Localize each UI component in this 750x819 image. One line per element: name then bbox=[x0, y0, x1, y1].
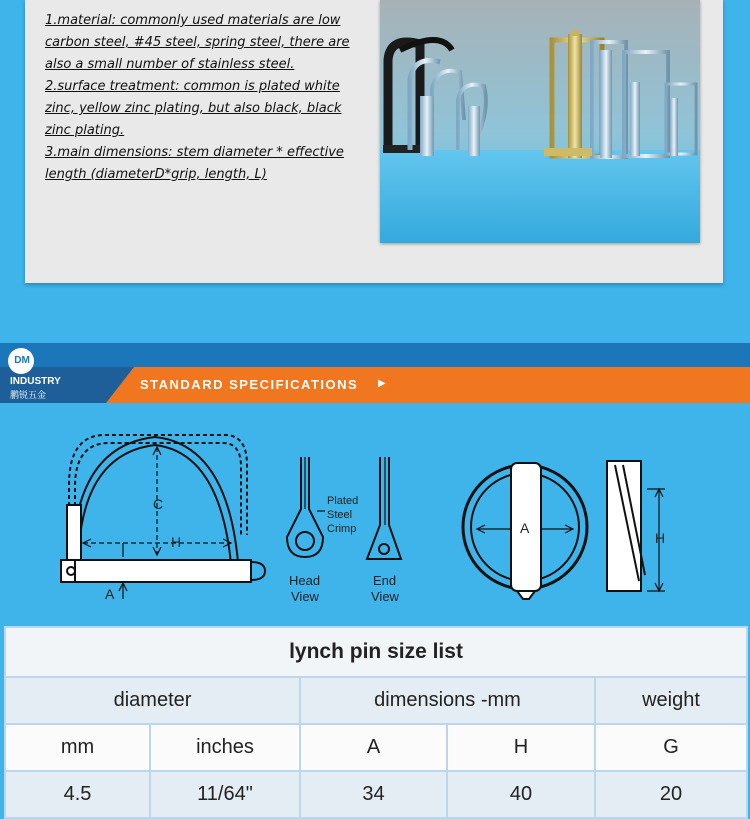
head-view-label-2: View bbox=[291, 589, 319, 604]
surface-treatment-paragraph: 2.surface treatment: common is plated white zinc, yellow zinc plating, but also black, black zinc plating. bbox=[45, 79, 342, 138]
header-dimensions: dimensions -mm bbox=[300, 677, 595, 724]
open-bow-outline bbox=[69, 435, 247, 555]
cell-g: 20 bbox=[595, 771, 747, 818]
head-view-label-1: Head bbox=[289, 573, 321, 588]
header-mm: mm bbox=[5, 724, 150, 771]
header-a: A bbox=[300, 724, 447, 771]
description-card bbox=[25, 0, 723, 283]
header-diameter: diameter bbox=[5, 677, 300, 724]
header-g: G bbox=[595, 724, 747, 771]
cell-diameter-mm: 4.5 bbox=[5, 771, 150, 818]
plated-steel-crimp-line-2: Steel bbox=[327, 509, 353, 521]
label-h: H bbox=[171, 534, 182, 550]
table-group-header-row bbox=[5, 677, 747, 724]
company-logo-mark: DM bbox=[14, 355, 30, 366]
plated-steel-crimp-line-3: Crimp bbox=[327, 523, 357, 535]
label-a: A bbox=[105, 586, 115, 602]
end-view-label-1: End bbox=[373, 573, 397, 588]
table-title-row bbox=[5, 627, 747, 677]
header-weight: weight bbox=[595, 677, 747, 724]
product-photo bbox=[380, 0, 700, 243]
label-c: C bbox=[153, 496, 164, 512]
table-row bbox=[5, 771, 747, 818]
company-logo-chinese: 鹏锐五金 bbox=[10, 390, 47, 400]
header-h: H bbox=[447, 724, 595, 771]
company-logo-name: INDUSTRY bbox=[10, 376, 61, 387]
cell-a: 34 bbox=[300, 771, 447, 818]
specifications-banner bbox=[0, 343, 750, 403]
play-arrow-icon: ▶ bbox=[378, 378, 386, 389]
ring-label-h: H bbox=[655, 530, 666, 546]
table-sub-header-row bbox=[5, 724, 747, 771]
end-view-label-2: View bbox=[371, 589, 399, 604]
main-dimensions-paragraph: 3.main dimensions: stem diameter * effective length (diameterD*grip, length, L) bbox=[45, 145, 344, 182]
plated-steel-crimp-line-1: Plated bbox=[327, 495, 359, 507]
ring-label-a: A bbox=[520, 520, 530, 536]
table-title: lynch pin size list bbox=[5, 627, 747, 677]
cell-diameter-inches: 11/64" bbox=[150, 771, 300, 818]
banner-title: STANDARD SPECIFICATIONS bbox=[140, 377, 359, 392]
material-paragraph: 1.material: commonly used materials are low carbon steel, #45 steel, spring steel, there are also a small number of stainless steel. bbox=[45, 13, 350, 72]
description-text bbox=[45, 10, 365, 186]
cell-h: 40 bbox=[447, 771, 595, 818]
lynch-pin-size-table bbox=[4, 626, 748, 819]
header-inches: inches bbox=[150, 724, 300, 771]
lynch-pin-diagram bbox=[25, 425, 725, 620]
